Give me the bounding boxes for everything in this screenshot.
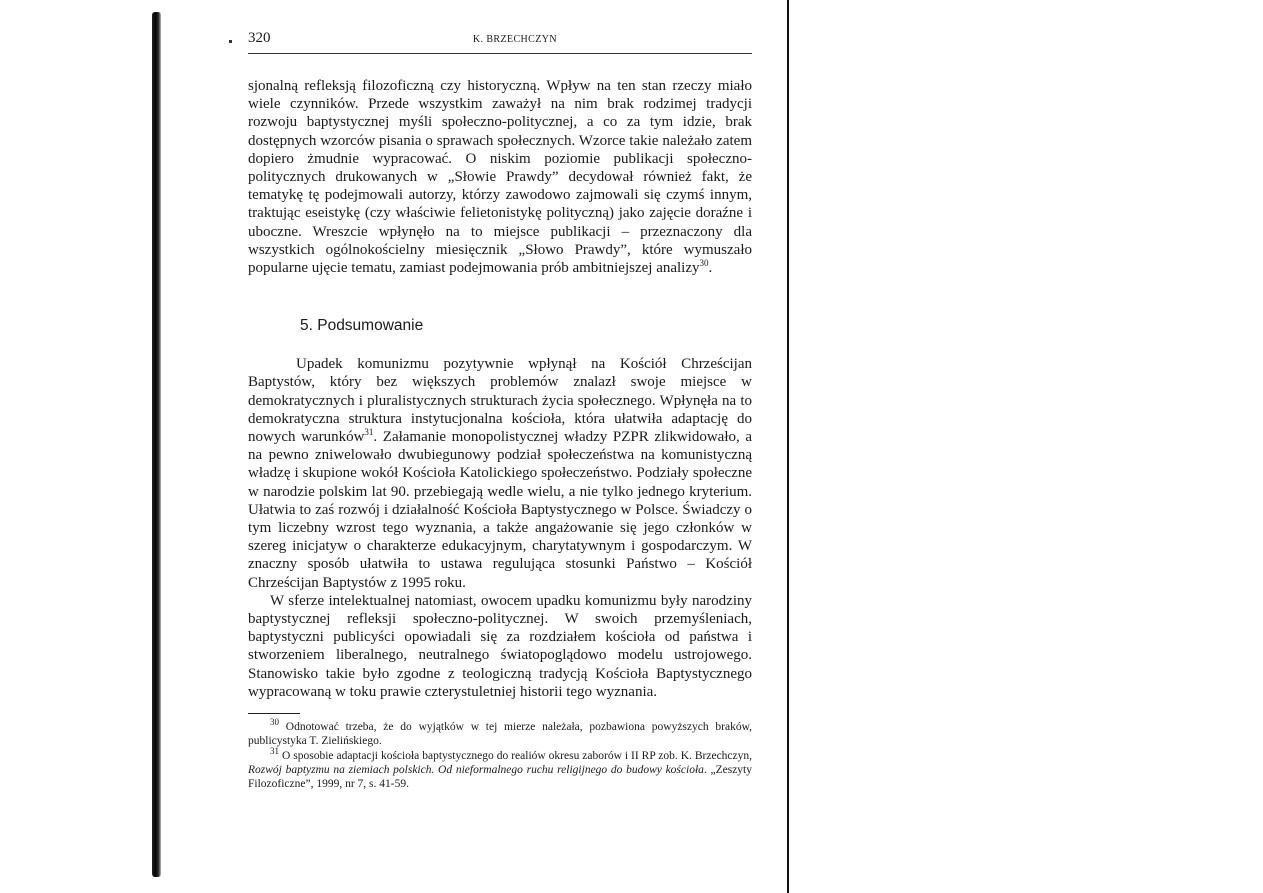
page-header [248,30,752,54]
footnote-ref-30[interactable]: 30 [699,258,709,269]
footnote-31 [248,745,753,792]
paragraph-continuation [248,77,752,277]
scan-binding-shadow [152,12,161,877]
page-gutter-line [787,0,789,893]
footnote-number: 31 [270,745,279,756]
footnote-text: O sposobie adaptacji kościoła baptystycznego do realiów okresu zaborów i II RP zob. K. Brzechczyn, [281,749,753,762]
paragraph-text: Upadek komunizmu pozytywnie wpłynął na Kościół Chrześcijan Baptystów, który bez większych problemów znalazł swoje miejsce w demokratycznych i pluralistycznych strukturach życia społecznego. Wpłynęła na to demokratyczna struktura instytucjonalna kościoła, która ułatwiła adaptację do nowych warunków [248,356,752,446]
paragraph-text: sjonalną refleksją filozoficzną czy historyczną. Wpływ na ten stan rzeczy miało wiele czynników. Przede wszystkim zaważył na nim brak rodzimej tradycji rozwoju baptystycznej myśli społeczno-politycznej, a co za tym idzie, brak dostępnych wzorców pisania o sprawach społecznych. Wzorce takie należało zatem dopiero żmudnie wypracować. O niskim poziomie publikacji społeczno-politycznych drukowanych w „Słowie Prawdy” decydował również fakt, że tematykę tę podejmowali autorzy, którzy zawodowo zajmowali się czymś innym, traktując eseistykę (czy właściwie felietonistykę polityczną) jako zajęcie doraźne i uboczne. Wreszcie wpłynęło na to miejsce publikacji – przeznaczony dla wszystkich ogólnokościelny miesięcznik „Słowo Prawdy”, które wymuszało popularne ujęcie tematu, zamiast podejmowania prób ambitniejszej analizy [248,78,752,277]
footnote-cited-title: Rozwój baptyzmu na ziemiach polskich. Od nieformalnego ruchu religijnego do budowy kościoła [248,763,704,776]
section-heading: 5. Podsumowanie [300,317,424,335]
footnote-number: 30 [270,717,279,728]
paragraph-summary-2 [248,592,752,701]
footnote-ref-31[interactable]: 31 [364,427,374,438]
footnote-text: . „Zeszyty Filozoficzne”, 1999, nr 7, s. 41-59. [248,763,752,790]
footnote-text: Odnotować trzeba, że do wyjątków w tej mierze należała, pozbawiona powyższych braków, publicystyka T. Zielińskiego. [248,721,752,748]
paragraph-summary-1 [248,355,752,592]
page-number: 320 [248,30,271,46]
paragraph-end: . [708,260,713,277]
running-head: K. BRZECHCZYN [472,34,557,45]
paragraph-text: . Załamanie monopolistycznej władzy PZPR zlikwidowało, a na pewno zniwelowało dwubiegunowy podział społeczeństwa na komunistyczną władzę i skupione wokół Kościoła Katolickiego społeczeństwo. Podziały społeczne w narodzie polskim lat 90. przebiegają wedle wielu, a nie tylko jednego kryterium. Ułatwia to zaś rozwój i działalność Kościoła Baptystycznego w Polsce. Świadczy o tym liczebny wzrost tego wyznania, a także angażowanie się jego członków w szereg inicjatyw o charakterze edukacyjnym, charytatywnym i gospodarczym. W znaczny sposób ułatwiła to ustawa regulująca stosunki Państwo – Kościół Chrześcijan Baptystów z 1995 roku. [248,429,752,591]
footnote-30 [248,717,752,748]
book-page [248,30,752,791]
scan-speck [229,40,232,43]
paragraph-text: W sferze intelektualnej natomiast, owocem upadku komunizmu były narodziny baptystycznej refleksji społeczno-politycznej. W swoich przemyśleniach, baptystyczni publicyści opowiadali się za rozdziałem kościoła od państwa i stworzeniem liberalnego, neutralnego światopoglądowo modelu ustrojowego. Stanowisko takie było zgodne z teologiczną tradycją Kościoła Baptystycznego wypracowaną w toku prawie czterystuletniej historii tego wyznania. [248,592,752,700]
footnote-separator [248,713,300,714]
